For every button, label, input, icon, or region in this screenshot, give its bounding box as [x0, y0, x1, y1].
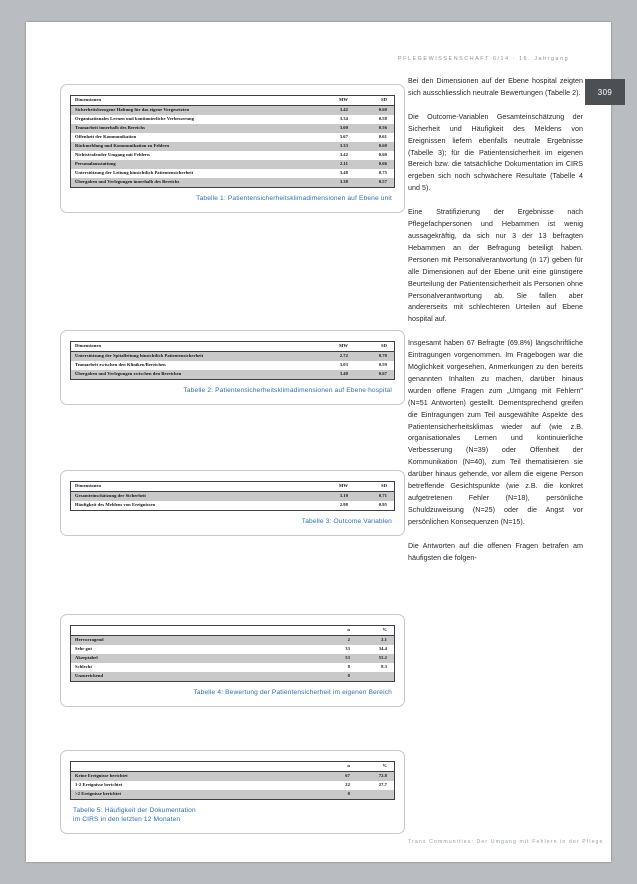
- cell-label: Unterstützung der Leitung hinsichtlich Patientensicherheit: [71, 169, 314, 178]
- cell-mw: 2.72: [314, 352, 355, 362]
- cell-sd: 0.60: [355, 106, 394, 116]
- col-header-blank: [71, 626, 320, 636]
- cell-n: 8: [320, 663, 357, 672]
- body-text-column: [408, 76, 583, 577]
- col-header-mw: MW: [314, 96, 355, 106]
- cell-label: Hervorragend: [71, 636, 320, 646]
- cell-pct: 27.7: [357, 781, 394, 790]
- table-row: [71, 142, 394, 151]
- table-1-caption: Tabelle 1: Patientensicherheitsklimadimensionen auf Ebene unit: [196, 195, 392, 203]
- cell-mw: 3.60: [314, 124, 355, 133]
- table-row: [71, 762, 394, 772]
- cell-pct: 72.8: [357, 772, 394, 782]
- table-3-caption: Tabelle 3: Outcome Variablen: [301, 518, 392, 526]
- cell-label: Teamarbeit innerhalb des Bereichs: [71, 124, 314, 133]
- cell-mw: 3.34: [314, 115, 355, 124]
- paragraph-5: Die Antworten auf die offenen Fragen betrafen am häufigsten die folgen-: [408, 541, 583, 562]
- cell-label: Personalausstattung: [71, 160, 314, 169]
- col-header-n: n: [320, 626, 357, 636]
- col-header-pct: %: [357, 626, 394, 636]
- table-row: [71, 645, 394, 654]
- cell-label: 1-2 Ereignisse berichtet: [71, 781, 320, 790]
- table-row: [71, 492, 394, 502]
- cell-label: Akzeptabel: [71, 654, 320, 663]
- cell-mw: 3.38: [314, 178, 355, 187]
- table-5-caption-line1: Tabelle 5: Häufigkeit der Dokumentation: [73, 807, 196, 815]
- table-5-frame: [70, 761, 395, 800]
- col-header-n: n: [320, 762, 357, 772]
- table-4: [71, 626, 394, 681]
- table-4-caption: Tabelle 4: Bewertung der Patientensicherheit im eigenen Bereich: [193, 689, 392, 697]
- paragraph-4: Insgesamt haben 67 Befragte (69.8%) längschriftliche Eintragungen vorgenommen. Im Fragebogen war die Möglichkeit vorgesehen, Anmerkungen zu den bereits genannten Inhalten zu machen, darüber hinaus wurden offene Fragen zum „Umgang mit Fehlern" (N=51 Antworten) gestellt. Dementsprechend greifen die Eintragungen zum Teil ausgewählte Aspekte des Patientensicherheitsklimas wieder auf (wie z.B. organisationales Lernen und kontinuierliche Verbesserung (N=39) oder Offenheit der Kommunikation (N=40), zum Teil thematisieren sie darüber hinaus gehende, vor allem die eigene Person betreffende Gesichtspunkte (wie z.B. die konkret aufgetretenen Fehler (N=18), persönliche Schuldzuweisung (N=25) oder die Angst vor persönlichen Konsequenzen (N=15).: [408, 339, 583, 526]
- table-row: [71, 96, 394, 106]
- cell-label: Keine Ereignisse berichtet: [71, 772, 320, 782]
- table-row: [71, 352, 394, 362]
- cell-mw: 3.67: [314, 133, 355, 142]
- col-header-dimension: Dimensionen: [71, 482, 314, 492]
- table-row: [71, 654, 394, 663]
- cell-n: 67: [320, 772, 357, 782]
- col-header-sd: SD: [355, 482, 394, 492]
- cell-label: Nichtstrafender Umgang mit Fehlern: [71, 151, 314, 160]
- running-header: PFLEGEWISSENSCHAFT 6/14 · 16. Jahrgang: [398, 56, 570, 62]
- table-1: [71, 96, 394, 187]
- cell-sd: 0.56: [355, 124, 394, 133]
- cell-mw: 3.48: [314, 169, 355, 178]
- cell-sd: 0.75: [355, 169, 394, 178]
- table-3-frame: [70, 481, 395, 511]
- col-header-sd: SD: [355, 342, 394, 352]
- table-card-3: [60, 470, 405, 536]
- table-row: [71, 151, 394, 160]
- table-row: [71, 501, 394, 510]
- cell-n: 53: [320, 654, 357, 663]
- cell-n: 0: [320, 672, 357, 681]
- table-row: [71, 781, 394, 790]
- cell-sd: 0.59: [355, 361, 394, 370]
- cell-label: Schlecht: [71, 663, 320, 672]
- cell-label: Organisationales Lernen und kontinuierliche Verbesserung: [71, 115, 314, 124]
- page-footer: Trans Communities: Der Umgang mit Fehlern in der Pflege: [408, 839, 604, 845]
- cell-mw: 3.33: [314, 142, 355, 151]
- table-row: [71, 178, 394, 187]
- table-row: [71, 124, 394, 133]
- table-5-caption-line2: im CIRS in den letzten 12 Monaten: [73, 816, 181, 823]
- table-2-frame: [70, 341, 395, 380]
- table-5: [71, 762, 394, 799]
- cell-sd: 0.70: [355, 352, 394, 362]
- cell-mw: 2.98: [314, 501, 355, 510]
- table-row: [71, 361, 394, 370]
- cell-pct: 34.4: [357, 645, 394, 654]
- cell-sd: 0.61: [355, 133, 394, 142]
- table-row: [71, 482, 394, 492]
- cell-label: >2 Ereignisse berichtet: [71, 790, 320, 799]
- table-row: [71, 160, 394, 169]
- cell-mw: 3.03: [314, 361, 355, 370]
- cell-mw: 3.42: [314, 151, 355, 160]
- cell-pct: [357, 672, 394, 681]
- cell-n: 2: [320, 636, 357, 646]
- cell-label: Rückmeldung und Kommunikation zu Fehlern: [71, 142, 314, 151]
- col-header-dimension: Dimensionen: [71, 342, 314, 352]
- cell-n: 0: [320, 790, 357, 799]
- cell-sd: 0.66: [355, 160, 394, 169]
- journal-page: [26, 22, 611, 862]
- table-row: [71, 772, 394, 782]
- paragraph-2: Die Outcome-Variablen Gesamteinschätzung der Sicherheit und Häufigkeit des Meldens von Ereignissen liefern ebenfalls neutrale Ergebnisse (Tabelle 3); für die Patientensicherheit im eigenen Bereich bzw. die tatsächliche Dokumentation im CIRS ergeben sich noch schwächere Resultate (Tabelle 4 und 5).: [408, 112, 583, 193]
- col-header-mw: MW: [314, 342, 355, 352]
- col-header-dimension: Dimensionen: [71, 96, 314, 106]
- cell-label: Übergaben und Verlegungen zwischen den Bereichen: [71, 370, 314, 379]
- table-5-caption: [61, 800, 404, 832]
- table-2: [71, 342, 394, 379]
- cell-label: Häufigkeit des Meldens von Ereignissen: [71, 501, 314, 510]
- table-row: [71, 115, 394, 124]
- table-card-2: [60, 330, 405, 405]
- table-row: [71, 663, 394, 672]
- col-header-pct: %: [357, 762, 394, 772]
- cell-label: Sehr gut: [71, 645, 320, 654]
- table-row: [71, 636, 394, 646]
- cell-pct: 8.3: [357, 663, 394, 672]
- cell-mw: 2.11: [314, 160, 355, 169]
- table-4-frame: [70, 625, 395, 682]
- table-card-1: [60, 84, 405, 213]
- cell-label: Unzureichend: [71, 672, 320, 681]
- table-row: [71, 672, 394, 681]
- col-header-sd: SD: [355, 96, 394, 106]
- paragraph-3: Eine Stratifizierung der Ergebnisse nach Pflegefachpersonen und Hebammen ist wenig aussagekräftig, da sich nur 3 der 13 befragten Hebammen an der Befragung beteiligt haben. Personen mit Personalverantwortung (n 17) geben für alle Dimensionen auf der Ebene unit eine günstigere Beurteilung der Patientensicherheit als Personen ohne Personalverantwortung ab. Sie fallen aber andererseits mit schlechteren Urteilen auf Ebene hospital auf.: [408, 208, 583, 324]
- table-card-4: [60, 614, 405, 707]
- col-header-mw: MW: [314, 482, 355, 492]
- table-row: [71, 370, 394, 379]
- table-3: [71, 482, 394, 510]
- cell-label: Unterstützung der Spitalleitung hinsichtlich Patientensicherheit: [71, 352, 314, 362]
- cell-label: Sicherheitsbezogene Haltung für das eigene Vorgesetzten: [71, 106, 314, 116]
- cell-sd: 0.58: [355, 115, 394, 124]
- cell-label: Teamarbeit zwischen den Kliniken/Bereichen: [71, 361, 314, 370]
- cell-sd: 0.60: [355, 151, 394, 160]
- cell-sd: 0.95: [355, 501, 394, 510]
- cell-n: 22: [320, 781, 357, 790]
- table-row: [71, 342, 394, 352]
- cell-label: Offenheit der Kommunikation: [71, 133, 314, 142]
- page-number-badge: 309: [585, 79, 625, 105]
- table-row: [71, 133, 394, 142]
- col-header-blank: [71, 762, 320, 772]
- cell-mw: 3.40: [314, 370, 355, 379]
- cell-mw: 3.10: [314, 492, 355, 502]
- table-card-5: [60, 750, 405, 834]
- table-row: [71, 626, 394, 636]
- cell-mw: 3.42: [314, 106, 355, 116]
- table-2-caption: Tabelle 2: Patientensicherheitsklimadimensionen auf Ebene hospital: [183, 387, 392, 395]
- cell-pct: [357, 790, 394, 799]
- table-row: [71, 169, 394, 178]
- cell-n: 33: [320, 645, 357, 654]
- paragraph-1: Bei den Dimensionen auf der Ebene hospital zeigten sich ausschliesslich neutrale Bewertungen (Tabelle 2).: [408, 77, 583, 97]
- cell-sd: 0.57: [355, 178, 394, 187]
- cell-pct: 2.1: [357, 636, 394, 646]
- cell-sd: 0.60: [355, 142, 394, 151]
- cell-pct: 55.2: [357, 654, 394, 663]
- table-row: [71, 106, 394, 116]
- cell-sd: 0.71: [355, 492, 394, 502]
- table-1-frame: [70, 95, 395, 188]
- table-row: [71, 790, 394, 799]
- cell-label: Gesamteinschätzung der Sicherheit: [71, 492, 314, 502]
- cell-label: Übergaben und Verlegungen innerhalb des Bereichs: [71, 178, 314, 187]
- cell-sd: 0.67: [355, 370, 394, 379]
